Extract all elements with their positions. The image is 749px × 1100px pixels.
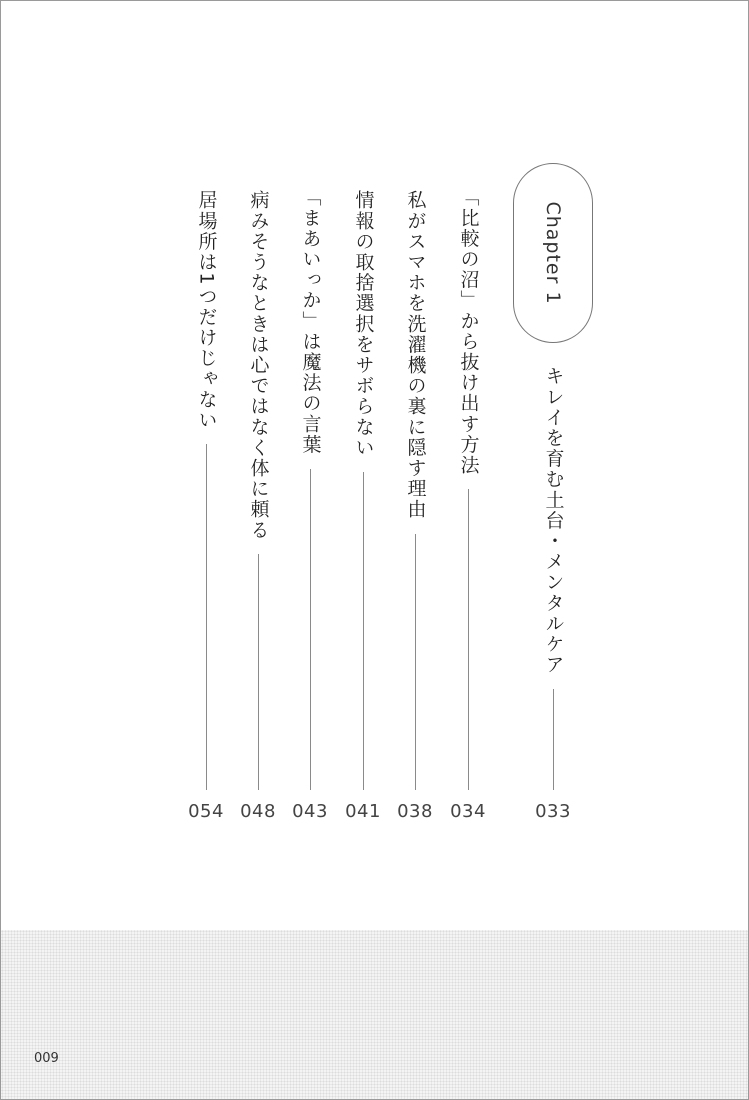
toc-entry[interactable]: [238, 190, 278, 790]
leader-line: [415, 534, 416, 790]
toc-entry[interactable]: [448, 187, 488, 790]
entry-page-number: 048: [240, 801, 276, 822]
entry-title: 「比較の沼」から抜け出す方法: [457, 187, 480, 476]
chapter-label: Chapter 1: [542, 201, 564, 305]
toc-entry[interactable]: [343, 190, 383, 790]
entry-title: 居場所は1つだけじゃない: [195, 190, 218, 431]
entry-page-number: 054: [188, 801, 224, 822]
entry-page-number: 038: [397, 801, 433, 822]
leader-line: [468, 489, 469, 790]
leader-line: [258, 554, 259, 790]
entry-title: 「まあいっか」は魔法の言葉: [299, 187, 322, 455]
leader-line: [310, 469, 311, 790]
entry-title: 情報の取捨選択をサボらない: [352, 190, 375, 458]
toc-entry[interactable]: [186, 190, 226, 790]
toc-entry[interactable]: [290, 187, 330, 790]
chapter-page-number: 033: [535, 801, 571, 822]
leader-line: [363, 472, 364, 790]
leader-line: [553, 689, 554, 790]
footer-pattern: [1, 930, 748, 1099]
folio-page-number: 009: [34, 1051, 59, 1066]
chapter-title: キレイを育む土台・メンタルケア: [542, 366, 565, 675]
entry-title: 病みそうなときは心ではなく体に頼る: [247, 190, 270, 541]
entry-title: 私がスマホを洗濯機の裏に隠す理由: [404, 190, 427, 520]
chapter-badge: [513, 163, 593, 343]
entry-page-number: 041: [345, 801, 381, 822]
leader-line: [206, 444, 207, 790]
toc-entry-chapter[interactable]: [533, 366, 573, 790]
entry-page-number: 043: [292, 801, 328, 822]
entry-page-number: 034: [450, 801, 486, 822]
toc-entry[interactable]: [395, 190, 435, 790]
